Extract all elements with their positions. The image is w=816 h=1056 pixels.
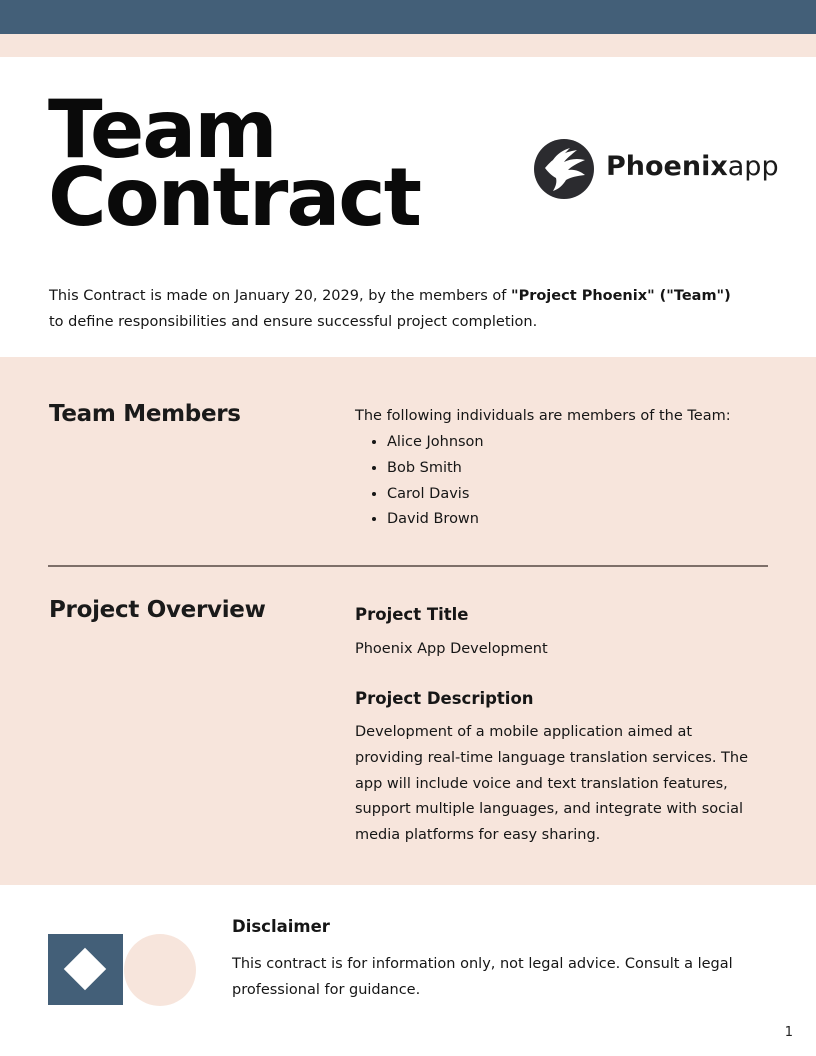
team-members-intro: The following individuals are members of the Team:: [355, 408, 731, 424]
project-title-label: Project Title: [355, 605, 469, 624]
project-overview-heading: Project Overview: [49, 597, 266, 623]
intro-suffix: to define responsibilities and ensure successful project completion.: [49, 313, 538, 330]
logo-text-regular: app: [727, 151, 779, 182]
decorative-circle: [124, 934, 196, 1006]
logo-wordmark: [606, 151, 779, 183]
title-line-1: Team: [48, 83, 276, 176]
page-title: [48, 83, 420, 244]
top-bar: [0, 0, 816, 34]
list-item: • David Brown: [387, 507, 484, 533]
project-description-label: Project Description: [355, 689, 534, 708]
top-stripe: [0, 34, 816, 57]
intro-bold: "Project Phoenix" ("Team"): [511, 288, 731, 304]
intro-paragraph: [49, 284, 749, 335]
project-description-value: Development of a mobile application aimed at providing real-time language translation services. The app will include voice and text translation features, support multiple languages, and integrate with social media platforms for easy sharing.: [355, 724, 749, 844]
logo-text-bold: Phoenix: [606, 151, 728, 182]
list-item: • Carol Davis: [387, 482, 484, 508]
company-logo: [533, 138, 779, 200]
diamond-icon: [64, 948, 106, 990]
disclaimer-text: This contract is for information only, not legal advice. Consult a legal professional for guidance.: [232, 956, 733, 998]
page-number: 1: [784, 1025, 793, 1040]
disclaimer-heading: Disclaimer: [232, 917, 330, 936]
phoenix-bird-icon: [533, 138, 595, 200]
decorative-square: [48, 934, 123, 1005]
title-line-2: Contract: [48, 151, 420, 244]
team-members-list: [355, 430, 484, 533]
intro-prefix: This Contract is made on January 20, 2029, by the members of: [49, 288, 512, 304]
list-item: • Bob Smith: [387, 456, 484, 482]
list-item: • Alice Johnson: [387, 430, 484, 456]
section-divider: [48, 565, 768, 567]
team-members-heading: Team Members: [49, 401, 241, 427]
project-title-value: Phoenix App Development: [355, 641, 548, 657]
